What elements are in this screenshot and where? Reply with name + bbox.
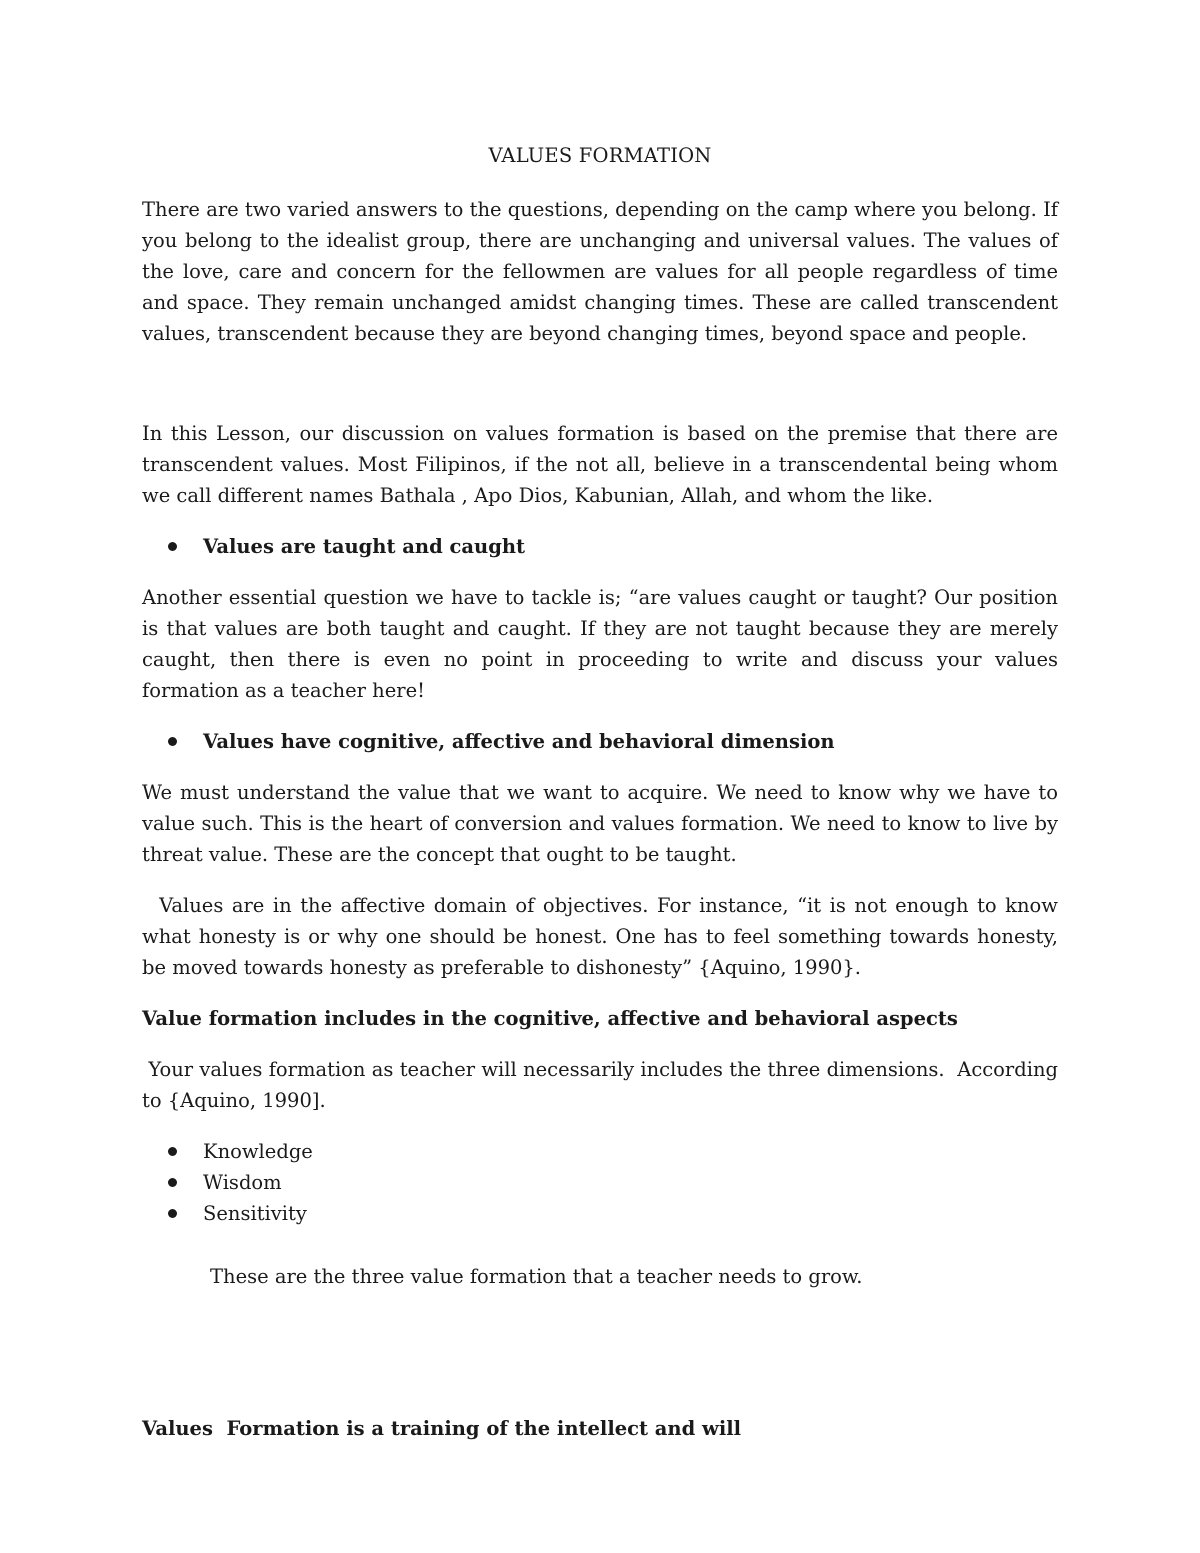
section-heading-text: Values have cognitive, affective and behavioral dimension (203, 730, 835, 753)
taught-caught-paragraph: Another essential question we have to tackle is; “are values caught or taught? Our position is that values are both taught and caught. If they are not taught because they are merely caught, then there is even no point in proceeding to write and discuss your values formation as a teacher here! (142, 586, 1058, 702)
list-item (142, 1136, 1058, 1167)
dimensions-list (142, 1136, 1058, 1229)
list-item-text: Sensitivity (203, 1202, 307, 1225)
bullet-icon (168, 1147, 177, 1156)
section-heading-taught-caught (142, 531, 1058, 562)
lesson-paragraph: In this Lesson, our discussion on values formation is based on the premise that there are transcendent values. Most Filipinos, if the not all, believe in a transcendental being whom we call different names Bathala , Apo Dios, Kabunian, Allah, and whom the like. (142, 422, 1058, 507)
bullet-icon (168, 737, 177, 746)
bullet-icon (168, 1178, 177, 1187)
list-item (142, 1167, 1058, 1198)
spacer (142, 1292, 1058, 1413)
list-item-text: Knowledge (203, 1140, 313, 1163)
document-page (142, 140, 1065, 1444)
closing-note: These are the three value formation that a teacher needs to grow. (210, 1265, 863, 1288)
spacer (142, 562, 1058, 582)
dimensions-paragraph: Your values formation as teacher will necessarily includes the three dimensions. According to {Aquino, 1990]. (142, 1058, 1065, 1112)
aspects-heading: Value formation includes in the cognitive, affective and behavioral aspects (142, 1007, 958, 1030)
spacer (142, 1229, 1058, 1261)
spacer (142, 1034, 1058, 1054)
intellect-will-heading: Values Formation is a training of the intellect and will (142, 1417, 742, 1440)
spacer (142, 757, 1058, 777)
spacer (142, 706, 1058, 726)
spacer (142, 983, 1058, 1003)
cognitive-paragraph: We must understand the value that we want to acquire. We need to know why we have to value such. This is the heart of conversion and values formation. We need to know to live by threat value. These are the concept that ought to be taught. (142, 781, 1058, 866)
spacer (142, 349, 1058, 418)
intro-paragraph: There are two varied answers to the questions, depending on the camp where you belong. If you belong to the idealist group, there are unchanging and universal values. The values of the love, care and concern for the fellowmen are values for all people regardless of time and space. They remain unchanged amidst changing times. These are called transcendent values, transcendent because they are beyond changing times, beyond space and people. (142, 198, 1058, 345)
bullet-icon (168, 542, 177, 551)
spacer (142, 511, 1058, 531)
list-item (142, 1198, 1058, 1229)
spacer (142, 870, 1058, 890)
section-heading-text: Values are taught and caught (203, 535, 526, 558)
list-item-text: Wisdom (203, 1171, 282, 1194)
section-heading-dimensions (142, 726, 1058, 757)
bullet-icon (168, 1209, 177, 1218)
spacer (142, 1116, 1058, 1136)
document-title: VALUES FORMATION (488, 144, 712, 167)
affective-paragraph: Values are in the affective domain of objectives. For instance, “it is not enough to know what honesty is or why one should be honest. One has to feel something towards honesty, be moved towards honesty as preferable to dishonesty” {Aquino, 1990}. (142, 894, 1065, 979)
